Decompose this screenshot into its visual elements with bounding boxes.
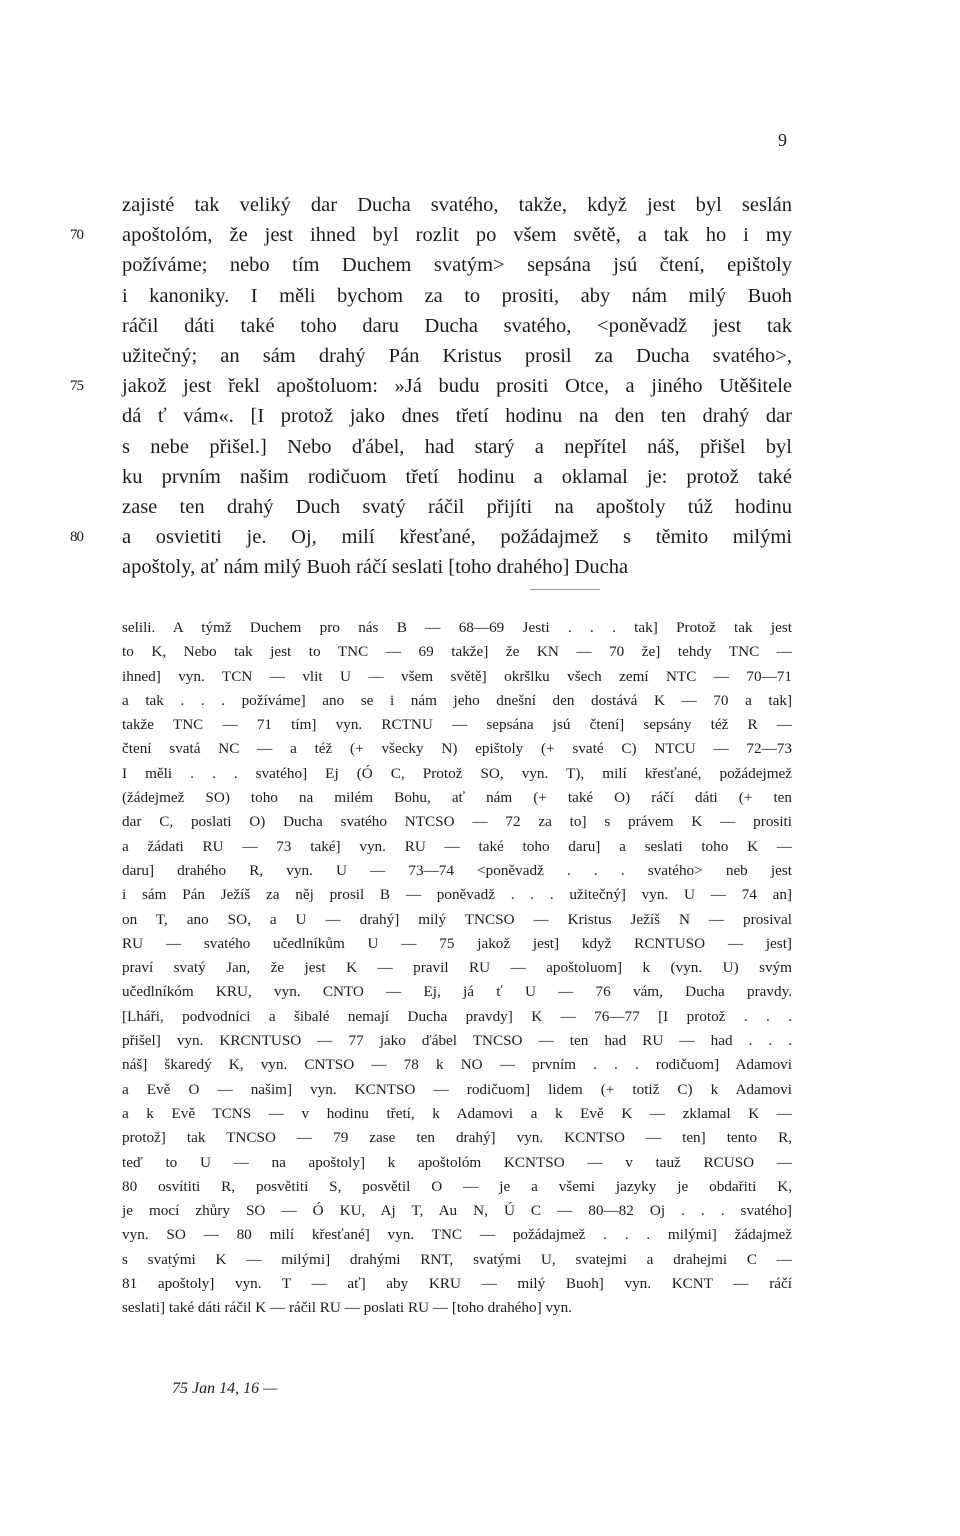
apparatus-line: náš] škaredý K, vyn. CNTSO — 78 k NO — prvním . . . rodičuom] Adamovi	[122, 1056, 792, 1074]
text-line	[70, 250, 800, 280]
text-line	[70, 341, 800, 371]
apparatus-line: I měli . . . svatého] Ej (Ó C, Protož SO, vyn. T), milí křesťané, požádejmež	[122, 764, 792, 782]
apparatus-line: [Lháři, podvodníci a šibalé nemají Ducha pravdy] K — 76—77 [I protož . . .	[122, 1007, 792, 1025]
apparatus-line: protož] tak TNCSO — 79 zase ten drahý] vyn. KCNTSO — ten] tento R,	[122, 1129, 792, 1147]
apparatus-line: (žádejmež SO) toho na milém Bohu, ať nám (+ také O) ráčí dáti (+ ten	[122, 789, 792, 807]
text-line	[70, 311, 800, 341]
apparatus-line: a Evě O — našim] vyn. KCNTSO — rodičuom] lidem (+ totiž C) k Adamovi	[122, 1080, 792, 1098]
line-text: dá ť vám«. [I protož jako dnes třetí hodinu na den ten drahý dar	[122, 405, 792, 428]
apparatus-line: čtení svatá NC — a též (+ všecky N) epištoly (+ svaté C) NTCU — 72—73	[122, 740, 792, 758]
apparatus-line: seslati] také dáti ráčil K — ráčil RU — poslati RU — [toho drahého] vyn.	[122, 1299, 573, 1317]
separator-rule	[530, 589, 600, 590]
apparatus-line: RU — svatého učedlníkům U — 75 jakož jest] když RCNTUSO — jest]	[122, 934, 792, 952]
text-line	[70, 371, 800, 401]
line-number: 75	[70, 378, 83, 395]
line-text: zase ten drahý Duch svatý ráčil přijíti na apoštoly túž hodinu	[122, 495, 792, 518]
text-line	[70, 462, 800, 492]
line-text: ku prvním našim rodičuom třetí hodinu a oklamal je: protož také	[122, 465, 792, 488]
page-number: 9	[778, 130, 787, 150]
scripture-reference: 75 Jan 14, 16 —	[172, 1380, 278, 1397]
apparatus-line: přišel] vyn. KRCNTUSO — 77 jako ďábel TNCSO — ten had RU — had . . .	[122, 1032, 792, 1050]
apparatus-line: i sám Pán Ježíš za něj prosil B — poněvadž . . . užitečný] vyn. U — 74 an]	[122, 886, 792, 904]
line-text: s nebe přišel.] Nebo ďábel, had starý a nepřítel náš, přišel byl	[122, 435, 792, 458]
apparatus-line: dar C, poslati O) Ducha svatého NTCSO — 72 za to] s právem K — prositi	[122, 813, 792, 831]
line-number: 80	[70, 529, 83, 546]
text-line	[70, 552, 800, 582]
apparatus-line: to K, Nebo tak jest to TNC — 69 takže] že KN — 70 že] tehdy TNC —	[122, 643, 792, 661]
apparatus-line: vyn. SO — 80 milí křesťané] vyn. TNC — požádajmež . . . milými] žádajmež	[122, 1226, 792, 1244]
line-text: jakož jest řekl apoštoluom: »Já budu prositi Otce, a jiného Utěšitele	[122, 375, 792, 398]
text-line	[70, 401, 800, 431]
apparatus-line: teď to U — na apoštoly] k apoštolóm KCNTSO — v tauž RCUSO —	[122, 1153, 792, 1171]
text-line	[70, 432, 800, 462]
apparatus-line: 81 apoštoly] vyn. T — ať] aby KRU — milý Buoh] vyn. KCNT — ráčí	[122, 1275, 792, 1293]
line-text: užitečný; an sám drahý Pán Kristus prosil za Ducha svatého>,	[122, 344, 792, 367]
line-number: 70	[70, 227, 83, 244]
text-line	[70, 492, 800, 522]
apparatus-line: 80 osvítiti R, posvětiti S, posvětil O — je a všemi jazyky je obdařiti K,	[122, 1177, 792, 1195]
text-line	[70, 190, 800, 220]
apparatus-line: je mocí zhůry SO — Ó KU, Aj T, Au N, Ú C — 80—82 Oj . . . svatého]	[122, 1202, 792, 1220]
line-text: ráčil dáti také toho daru Ducha svatého, <poněvadž jest tak	[122, 314, 792, 337]
text-line	[70, 522, 800, 552]
main-text	[70, 190, 800, 582]
apparatus-line: a žádati RU — 73 také] vyn. RU — také toho daru] a seslati toho K —	[122, 837, 792, 855]
line-text: i kanoniky. I měli bychom za to prositi, aby nám milý Buoh	[122, 284, 792, 307]
apparatus-line: s svatými K — milými] drahými RNT, svatými U, svatejmi a drahejmi C —	[122, 1250, 792, 1268]
apparatus-line: a tak . . . požíváme] ano se i nám jeho dnešní den dostává K — 70 a tak]	[122, 691, 792, 709]
apparatus-line: on T, ano SO, a U — drahý] milý TNCSO — Kristus Ježíš N — prosival	[122, 910, 792, 928]
apparatus-line: praví svatý Jan, že jest K — pravil RU — apoštoluom] k (vyn. U) svým	[122, 959, 792, 977]
line-text: požíváme; nebo tím Duchem svatým> sepsána jsú čtení, epištoly	[122, 254, 792, 277]
apparatus-line: a k Evě TCNS — v hodinu třetí, k Adamovi a k Evě K — zklamal K —	[122, 1104, 792, 1122]
text-line	[70, 281, 800, 311]
text-line	[70, 220, 800, 250]
apparatus-line: ihned] vyn. TCN — vlit U — všem světě] okršlku všech zemí NTC — 70—71	[122, 667, 792, 685]
line-text: zajisté tak veliký dar Ducha svatého, takže, když jest byl seslán	[122, 194, 792, 216]
apparatus-line: takže TNC — 71 tím] vyn. RCTNU — sepsána jsú čtení] sepsány též R —	[122, 716, 792, 734]
apparatus-line: učedlníkóm KRU, vyn. CNTO — Ej, já ť U — 76 vám, Ducha pravdy.	[122, 983, 792, 1001]
apparatus-line: daru] drahého R, vyn. U — 73—74 <poněvadž . . . svatého> neb jest	[122, 861, 792, 879]
apparatus-line: selili. A týmž Duchem pro nás B — 68—69 Jesti . . . tak] Protož tak jest	[122, 619, 792, 636]
line-text: a osvietiti je. Oj, milí křesťané, požádajmež s těmito milými	[122, 526, 792, 549]
line-text: apoštoly, ať nám milý Buoh ráčí seslati [toho drahého] Ducha	[122, 556, 629, 579]
critical-apparatus	[122, 616, 792, 1321]
line-text: apoštolóm, že jest ihned byl rozlit po všem světě, a tak ho i my	[122, 224, 792, 247]
